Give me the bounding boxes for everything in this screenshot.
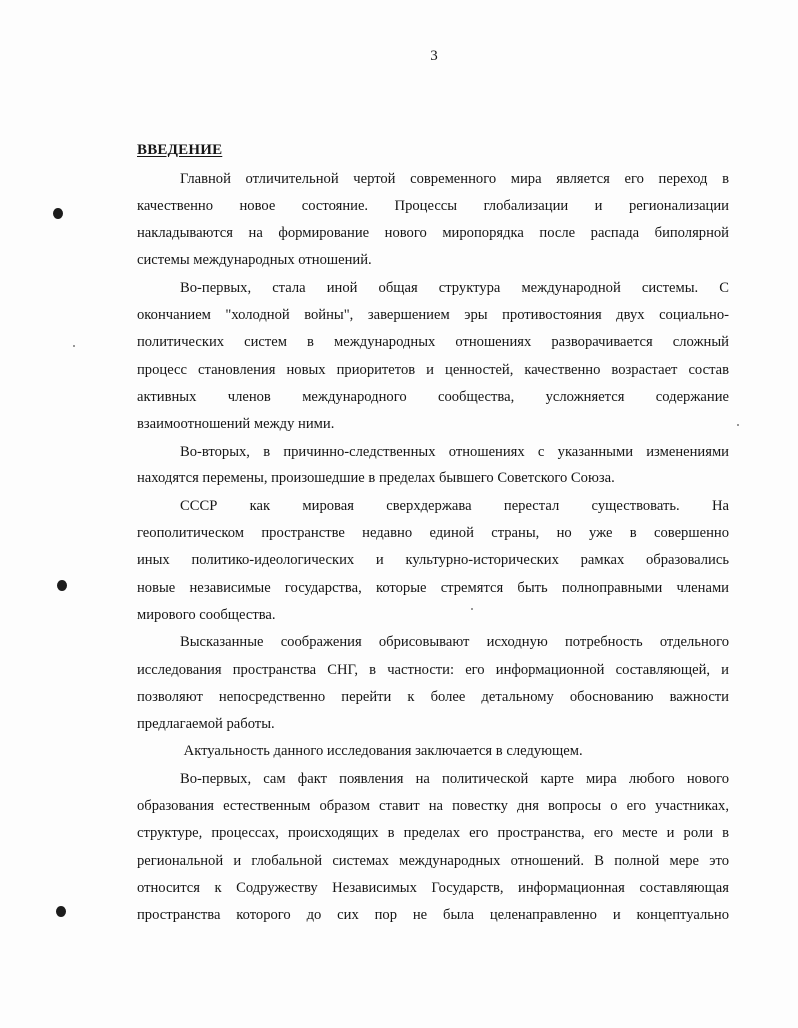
scan-speck <box>737 424 739 426</box>
text-line: политических систем в международных отношениях разворачивается сложный <box>137 334 729 350</box>
text-line: исследования пространства СНГ, в частности: его информационной составляющей, и <box>137 662 729 678</box>
binder-hole-mark <box>53 208 63 219</box>
text-line: Во-первых, сам факт появления на политической карте мира любого нового <box>180 771 729 787</box>
text-line: Главной отличительной чертой современного мира является его переход в <box>180 171 729 187</box>
text-line: относится к Содружеству Независимых Государств, информационная составляющая <box>137 880 729 896</box>
text-line: взаимоотношений между ними. <box>137 416 335 432</box>
text-line: Высказанные соображения обрисовывают исходную потребность отдельного <box>180 634 729 650</box>
text-line: пространства которого до сих пор не была целенаправленно и концептуально <box>137 907 729 923</box>
text-line: новые независимые государства, которые стремятся быть полноправными членами <box>137 580 729 596</box>
section-heading: ВВЕДЕНИЕ <box>137 142 223 158</box>
text-line: образования естественным образом ставит на повестку дня вопросы о его участниках, <box>137 798 729 814</box>
binder-hole-mark <box>56 906 66 917</box>
text-line: качественно новое состояние. Процессы глобализации и регионализации <box>137 198 729 214</box>
scan-speck <box>73 345 75 347</box>
text-line: окончанием "холодной войны", завершением эры противостояния двух социально- <box>137 307 729 323</box>
text-line: структуре, процессах, происходящих в пределах его пространства, его месте и роли в <box>137 825 729 841</box>
text-line: предлагаемой работы. <box>137 716 275 732</box>
text-line: региональной и глобальной системах международных отношений. В полной мере это <box>137 853 729 869</box>
text-line: накладываются на формирование нового миропорядка после распада биполярной <box>137 225 729 241</box>
binder-hole-mark <box>57 580 67 591</box>
text-line: Актуальность данного исследования заключается в следующем. <box>180 743 583 759</box>
text-line: позволяют непосредственно перейти к более детальному обоснованию важности <box>137 689 729 705</box>
text-line: мирового сообщества. <box>137 607 276 623</box>
text-line: геополитическом пространстве недавно единой страны, но уже в совершенно <box>137 525 729 541</box>
text-line: Во-вторых, в причинно-следственных отношениях с указанными изменениями <box>180 444 729 460</box>
text-line: системы международных отношений. <box>137 252 372 268</box>
text-line: иных политико-идеологических и культурно-исторических рамках образовались <box>137 552 729 568</box>
text-line: Во-первых, стала иной общая структура международной системы. С <box>180 280 729 296</box>
text-line: СССР как мировая сверхдержава перестал существовать. На <box>180 498 729 514</box>
scan-speck <box>471 608 473 610</box>
page-number: 3 <box>430 48 438 64</box>
text-line: процесс становления новых приоритетов и ценностей, качественно возрастает состав <box>137 362 729 378</box>
text-line: активных членов международного сообщества, усложняется содержание <box>137 389 729 405</box>
text-line: находятся перемены, произошедшие в пределах бывшего Советского Союза. <box>137 470 615 486</box>
